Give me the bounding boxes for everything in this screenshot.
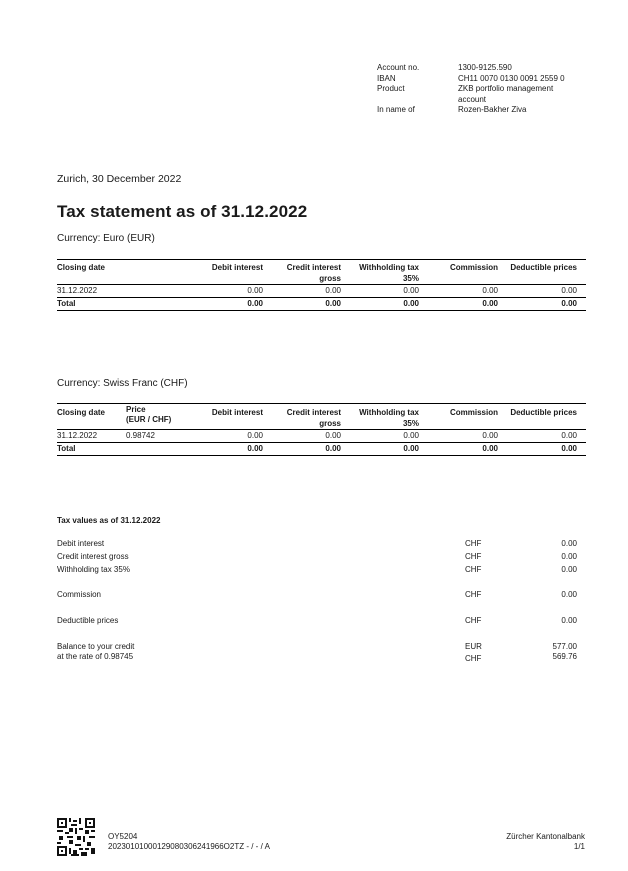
eur-row-debit: 0.00 [247, 286, 263, 295]
footer-code: OY5204 [108, 832, 138, 841]
chf-row-withholding: 0.00 [403, 431, 419, 440]
eur-row-deductible: 0.00 [561, 286, 577, 295]
eur-header-deductible-prices: Deductible prices [510, 263, 577, 272]
chf-total-label: Total [57, 444, 76, 453]
footer-reference [108, 832, 270, 852]
account-number-label: Account no. [377, 63, 420, 72]
tax-value-label: Credit interest gross [57, 552, 129, 561]
chf-header-price-pair: (EUR / CHF) [126, 415, 172, 424]
eur-row-commission: 0.00 [482, 286, 498, 295]
table-row [57, 430, 586, 442]
tax-value-amount: 0.00 [561, 539, 577, 548]
tax-value-currency: CHF [465, 552, 482, 561]
chf-header-deductible-prices: Deductible prices [510, 408, 577, 417]
eur-row-date: 31.12.2022 [57, 286, 98, 295]
eur-header-credit-interest: Credit interest [286, 263, 341, 272]
product-row [377, 84, 607, 105]
table-row [57, 285, 586, 297]
eur-total-credit: 0.00 [325, 299, 341, 308]
chf-total-debit: 0.00 [247, 444, 263, 453]
eur-header-withholding-tax: Withholding tax [359, 263, 419, 272]
footer-reference-number: 20230101000129080306241966O2TZ - / - / A [108, 842, 270, 851]
balance-currency-chf: CHF [465, 654, 482, 663]
tax-value-label: Debit interest [57, 539, 105, 548]
tax-value-amount: 0.00 [561, 565, 577, 574]
eur-statement-table [57, 259, 586, 311]
chf-header-closing-date: Closing date [57, 408, 106, 417]
account-number-row [377, 63, 607, 74]
tax-values-title: Tax values as of 31.12.2022 [57, 516, 161, 525]
iban-label: IBAN [377, 73, 396, 83]
tax-value-currency: CHF [465, 590, 482, 599]
tax-value-currency: CHF [465, 565, 482, 574]
eur-total-commission: 0.00 [482, 299, 498, 308]
eur-header-withholding-rate: 35% [402, 274, 419, 283]
name-value: Rozen-Bakher Ziva [458, 105, 527, 114]
chf-row-credit: 0.00 [325, 431, 341, 440]
chf-header-withholding-rate: 35% [402, 419, 419, 428]
chf-row-debit: 0.00 [247, 431, 263, 440]
chf-header-withholding-tax: Withholding tax [359, 408, 419, 417]
tax-value-label: Deductible prices [57, 616, 119, 625]
tax-value-amount: 0.00 [561, 590, 577, 599]
chf-total-withholding: 0.00 [403, 444, 419, 453]
place-date: Zurich, 30 December 2022 [57, 173, 182, 185]
chf-table-header [57, 403, 586, 430]
account-info [377, 63, 607, 116]
balance-label: Balance to your credit [57, 642, 135, 651]
chf-currency-label: Currency: Swiss Franc (CHF) [57, 378, 188, 389]
eur-total-row [57, 297, 586, 311]
eur-row-credit: 0.00 [325, 286, 341, 295]
eur-total-label: Total [57, 299, 76, 308]
footer-page-number: 1/1 [573, 842, 585, 851]
chf-statement-table [57, 403, 586, 456]
footer-bank [506, 832, 585, 852]
eur-header-closing-date: Closing date [57, 263, 106, 272]
eur-header-credit-interest-gross: gross [319, 274, 341, 283]
tax-value-amount: 0.00 [561, 552, 577, 561]
footer-bank-name: Zürcher Kantonalbank [506, 832, 585, 841]
tax-value-currency: CHF [465, 539, 482, 548]
tax-value-currency: CHF [465, 616, 482, 625]
eur-header-commission: Commission [449, 263, 498, 272]
chf-header-price: Price [126, 405, 146, 414]
name-label: In name of [377, 105, 415, 114]
balance-currency-eur: EUR [465, 642, 482, 651]
tax-value-amount: 0.00 [561, 616, 577, 625]
eur-currency-label: Currency: Euro (EUR) [57, 233, 155, 244]
account-number-value: 1300-9125.590 [458, 63, 512, 72]
chf-total-credit: 0.00 [325, 444, 341, 453]
chf-header-credit-interest-gross: gross [319, 419, 341, 428]
eur-total-deductible: 0.00 [561, 299, 577, 308]
balance-amount-eur: 577.00 [552, 642, 577, 651]
tax-value-balance [57, 642, 577, 664]
eur-total-withholding: 0.00 [403, 299, 419, 308]
balance-amount-chf: 569.76 [552, 652, 577, 661]
name-row [377, 105, 607, 116]
iban-row [377, 74, 607, 85]
chf-row-commission: 0.00 [482, 431, 498, 440]
iban-value: CH11 0070 0130 0091 2559 0 [458, 73, 565, 83]
chf-header-credit-interest: Credit interest [286, 408, 341, 417]
qr-code-icon [57, 818, 95, 856]
chf-row-deductible: 0.00 [561, 431, 577, 440]
chf-row-price: 0.98742 [126, 431, 155, 440]
chf-total-commission: 0.00 [482, 444, 498, 453]
tax-value-label: Withholding tax 35% [57, 565, 130, 574]
product-value: ZKB portfolio management account [458, 84, 554, 104]
chf-total-row [57, 442, 586, 456]
chf-row-date: 31.12.2022 [57, 431, 98, 440]
eur-total-debit: 0.00 [247, 299, 263, 308]
eur-header-debit-interest: Debit interest [211, 263, 263, 272]
balance-rate-label: at the rate of 0.98745 [57, 652, 134, 661]
chf-header-debit-interest: Debit interest [211, 408, 263, 417]
page-title: Tax statement as of 31.12.2022 [57, 202, 308, 221]
eur-row-withholding: 0.00 [403, 286, 419, 295]
tax-value-label: Commission [57, 590, 102, 599]
eur-table-header [57, 259, 586, 285]
chf-total-deductible: 0.00 [561, 444, 577, 453]
chf-header-commission: Commission [449, 408, 498, 417]
product-label: Product [377, 84, 405, 93]
